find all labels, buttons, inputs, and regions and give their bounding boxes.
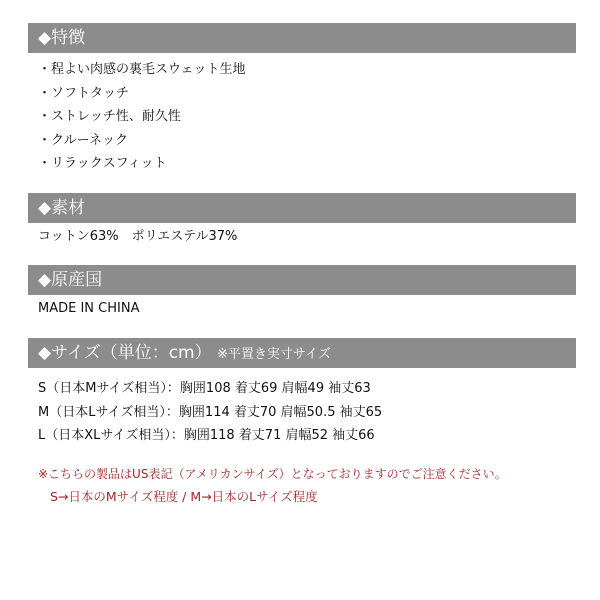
origin-text: MADE IN CHINA <box>38 301 140 316</box>
material-section <box>38 225 237 249</box>
size-row: S（日本Mサイズ相当）：胸囲108 着丈69 肩幅49 袖丈63 <box>38 381 371 396</box>
size-header-label: ◆サイズ（単位：cm） <box>38 343 212 363</box>
features-header-label: ◆特徴 <box>38 28 86 48</box>
list-item: ・程よい肉感の裏毛スウェット生地 <box>38 62 246 77</box>
list-item: ・クルーネック <box>38 132 128 148</box>
material-text: コットン63% ポリエステル37% <box>38 229 238 244</box>
features-header <box>28 23 576 53</box>
size-row: M（日本Lサイズ相当）：胸囲114 着丈70 肩幅50.5 袖丈65 <box>38 404 383 420</box>
size-row: L（日本XLサイズ相当）：胸囲118 着丈71 肩幅52 袖丈66 <box>38 428 375 443</box>
size-table <box>38 377 382 448</box>
size-notice: ※こちらの製品はUS表記（アメリカンサイズ）となっておりますのでご注意ください。 <box>38 467 507 481</box>
size-header <box>28 338 576 368</box>
list-item: ・ソフトタッチ <box>38 85 130 101</box>
list-item: ・リラックスフィット <box>38 156 167 171</box>
origin-header-label: ◆原産国 <box>38 270 103 290</box>
size-conversion: S→日本のMサイズ程度 / M→日本のLサイズ程度 <box>50 489 318 504</box>
size-header-note: ※平置き実寸サイズ <box>217 347 331 362</box>
origin-section <box>38 297 139 321</box>
material-header <box>28 193 576 223</box>
origin-header <box>28 265 576 295</box>
material-header-label: ◆素材 <box>38 198 86 218</box>
list-item: ・ストレッチ性、耐久性 <box>38 109 181 124</box>
features-list <box>38 58 245 176</box>
